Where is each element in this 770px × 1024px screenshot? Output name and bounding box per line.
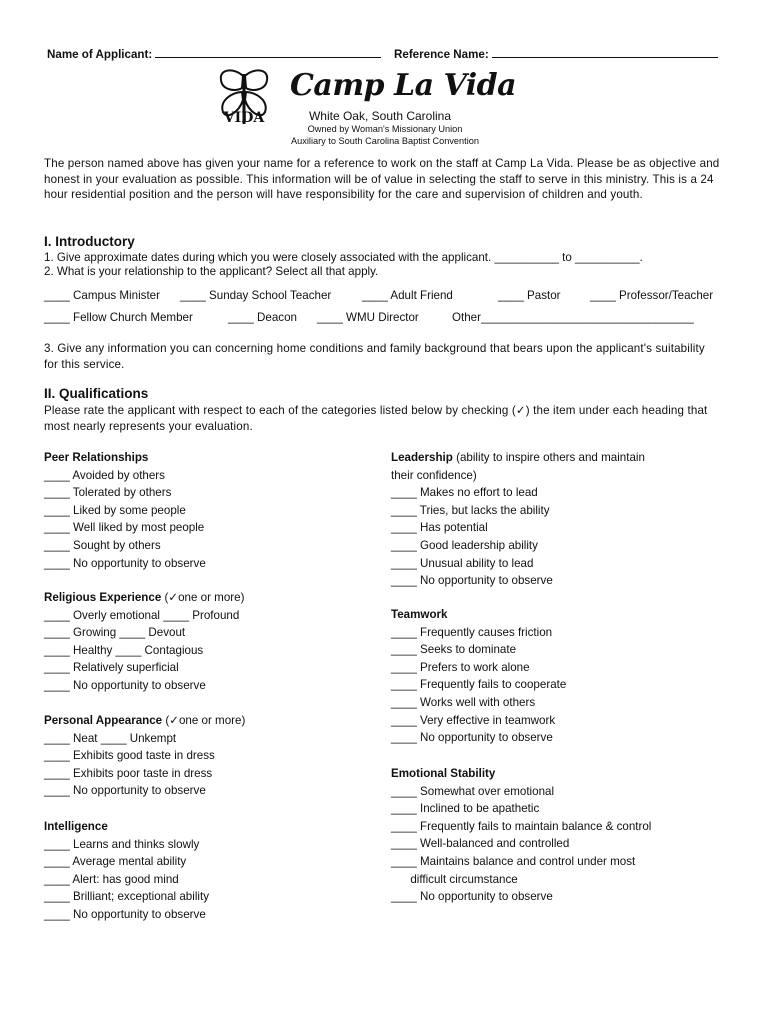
relationship-fellow-church-member[interactable]: ____ Fellow Church Member [44,311,193,324]
religious-option[interactable]: ____ Growing ____ Devout [44,626,186,640]
question-3: 3. Give any information you can concerning home conditions and family background that bears upon the applicant's suitability for this service. [44,342,705,371]
religious-experience-group [44,589,244,695]
leadership-note-cont: their confidence) [391,468,477,482]
leadership-option[interactable]: ____ Unusual ability to lead [391,556,534,570]
applicant-name-line[interactable] [155,46,381,58]
intelligence-option[interactable]: ____ Learns and thinks slowly [44,837,200,851]
emotional-option[interactable]: ____ Somewhat over emotional [391,784,555,798]
owner-line-2: Auxiliary to South Carolina Baptist Convention [291,136,479,146]
religious-experience-heading: Religious Experience [44,591,162,604]
leadership-option[interactable]: ____ Good leadership ability [391,538,538,552]
leadership-option[interactable]: ____ Tries, but lacks the ability [391,503,550,517]
peer-option[interactable]: ____ Sought by others [44,538,161,552]
question-2: 2. What is your relationship to the applicant? Select all that apply. [44,265,379,278]
emotional-option[interactable]: ____ Well-balanced and controlled [391,837,570,851]
intelligence-option[interactable]: ____ Average mental ability [44,855,187,869]
intelligence-option[interactable]: ____ Alert: has good mind [44,872,179,886]
peer-relationships-group [44,449,206,572]
personal-appearance-note: (✓one or more) [165,714,246,727]
relationship-professor-teacher[interactable]: ____ Professor/Teacher [590,289,714,302]
teamwork-option[interactable]: ____ Very effective in teamwork [391,713,556,727]
teamwork-option[interactable]: ____ Frequently fails to cooperate [391,678,567,692]
leadership-group [391,449,645,590]
svg-text:VIDA: VIDA [223,110,265,126]
teamwork-option[interactable]: ____ Works well with others [391,695,536,709]
question-1[interactable]: 1. Give approximate dates during which you were closely associated with the applicant. __________ to __________. [44,251,643,264]
leadership-option[interactable]: ____ No opportunity to observe [391,574,553,588]
emotional-stability-heading: Emotional Stability [391,767,496,780]
applicant-name-label: Name of Applicant: [47,48,153,61]
teamwork-option[interactable]: ____ Prefers to work alone [391,660,530,674]
reference-name-line[interactable] [492,46,718,58]
personal-appearance-heading: Personal Appearance [44,714,163,727]
personal-appearance-group [44,712,245,800]
emotional-option-cont: difficult circumstance [391,872,518,886]
teamwork-group [391,606,566,747]
relationship-other[interactable]: Other_________________________________ [452,311,694,324]
peer-option[interactable]: ____ Avoided by others [44,468,165,482]
appearance-option[interactable]: ____ No opportunity to observe [44,784,206,798]
reference-name-field[interactable] [394,46,718,61]
religious-option[interactable]: ____ Overly emotional ____ Profound [44,608,240,622]
emotional-option[interactable]: ____ Frequently fails to maintain balance & control [391,819,652,833]
relationship-deacon[interactable]: ____ Deacon [228,311,297,324]
leadership-option[interactable]: ____ Makes no effort to lead [391,486,538,500]
emotional-option[interactable]: ____ No opportunity to observe [391,890,553,904]
qualifications-instructions: Please rate the applicant with respect to each of the categories listed below by checking (✓) the item under each heading that most nearly represents your evaluation. [44,404,708,433]
relationship-adult-friend[interactable]: ____ Adult Friend [362,289,453,302]
relationship-campus-minister[interactable]: ____ Campus Minister [44,289,160,302]
camp-location: White Oak, South Carolina [308,109,452,123]
owner-line-1: Owned by Woman's Missionary Union [307,124,463,134]
intelligence-group [44,818,209,924]
section-qualifications-title: II. Qualifications [44,386,149,401]
religious-option[interactable]: ____ Relatively superficial [44,661,179,675]
relationship-sunday-school-teacher[interactable]: ____ Sunday School Teacher [180,289,332,302]
appearance-option[interactable]: ____ Neat ____ Unkempt [44,731,177,745]
leadership-option[interactable]: ____ Has potential [391,521,488,535]
intelligence-heading: Intelligence [44,820,108,833]
intelligence-option[interactable]: ____ Brilliant; exceptional ability [44,890,209,904]
religious-option[interactable]: ____ Healthy ____ Contagious [44,643,204,657]
teamwork-option[interactable]: ____ Frequently causes friction [391,625,553,639]
teamwork-option[interactable]: ____ No opportunity to observe [391,731,553,745]
religious-experience-note: (✓one or more) [164,591,245,604]
leadership-heading: Leadership [391,451,453,464]
leadership-note: (ability to inspire others and maintain [456,451,645,464]
camp-title: Camp La Vida [290,68,517,103]
butterfly-logo-icon [213,66,275,128]
relationship-wmu-director[interactable]: ____ WMU Director [317,311,419,324]
applicant-name-field[interactable] [47,46,381,61]
relationship-pastor[interactable]: ____ Pastor [498,289,561,302]
peer-option[interactable]: ____ No opportunity to observe [44,556,206,570]
peer-option[interactable]: ____ Tolerated by others [44,486,172,500]
intro-paragraph: The person named above has given your name for a reference to work on the staff at Camp La Vida. Please be as objective and honest in your evaluation as possible. This information will be of value in selecting the staff to serve in this ministry. This is a 24 hour residential position and the person will have responsibility for the care and supervision of children and youth. [44,157,720,201]
religious-option[interactable]: ____ No opportunity to observe [44,678,206,692]
emotional-stability-group [391,765,651,906]
teamwork-heading: Teamwork [391,608,448,621]
appearance-option[interactable]: ____ Exhibits poor taste in dress [44,766,213,780]
peer-relationships-heading: Peer Relationships [44,451,149,464]
emotional-option[interactable]: ____ Maintains balance and control under most [391,854,636,868]
section-introductory-title: I. Introductory [44,234,135,249]
peer-option[interactable]: ____ Well liked by most people [44,521,205,535]
appearance-option[interactable]: ____ Exhibits good taste in dress [44,749,215,763]
emotional-option[interactable]: ____ Inclined to be apathetic [391,802,540,816]
reference-name-label: Reference Name: [394,48,489,61]
peer-option[interactable]: ____ Liked by some people [44,503,186,517]
teamwork-option[interactable]: ____ Seeks to dominate [391,643,517,657]
intelligence-option[interactable]: ____ No opportunity to observe [44,907,206,921]
